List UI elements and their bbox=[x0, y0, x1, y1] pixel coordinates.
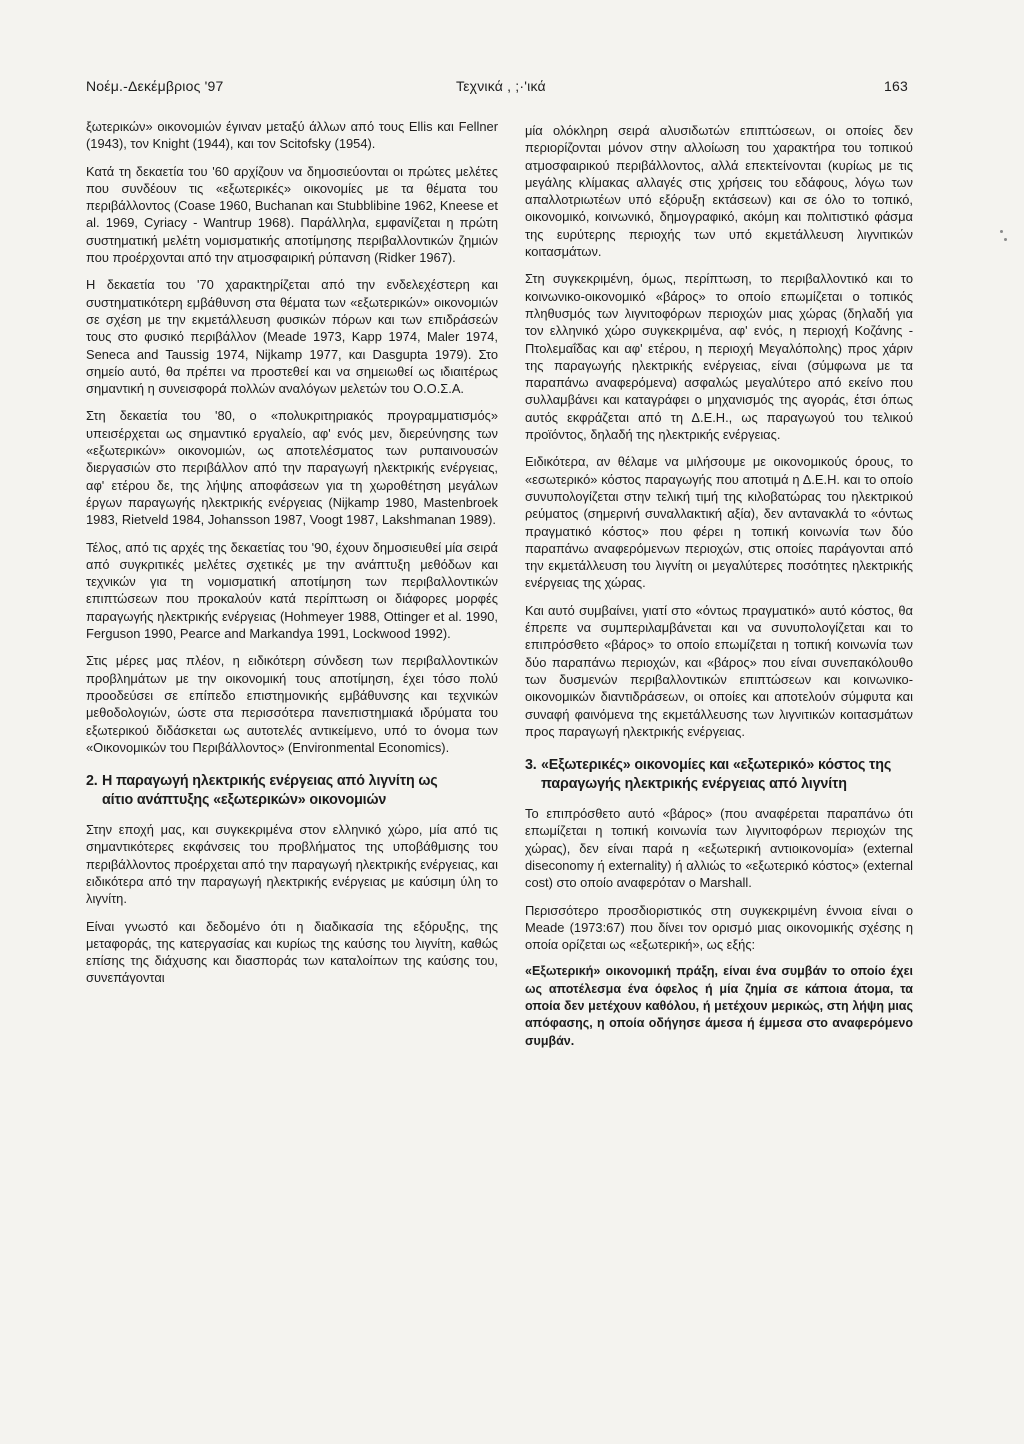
paragraph: μία ολόκληρη σειρά αλυσιδωτών επιπτώσεων, οι οποίες δεν περιορίζονται μόνον στην αλλοίωση του χαρακτήρα του τοπικού ατμοσφαιρικού περιβάλλοντος, αλλά επεκτείνονται (κυρίως με τις μεγάλης κλίμακας αλλαγές στις χρήσεις του εδάφους, λόγω των απαλλοτριωτέων υπό εξόρυξη εκτάσεων) και σε όλο το τοπικό, οικονομικό, κοινωνικό, δημογραφικό, ακόμη και πολιτιστικό φάσμα της ευρύτερης περιοχής των υπό εκμετάλλευση λιγνιτικών κοιτασμάτων. bbox=[525, 123, 913, 260]
section-title-line: αίτιο ανάπτυξης «εξωτερικών» οικονομιών bbox=[102, 791, 387, 808]
left-column bbox=[86, 118, 498, 997]
section-number: 2. bbox=[86, 773, 98, 790]
paragraph: Περισσότερο προσδιοριστικός στη συγκεκριμένη έννοια είναι ο Meade (1973:67) που δίνει τον ορισμό μιας οικονομικής σχέσης η οποία ορίζεται ως «εξωτερική», ως εξής: bbox=[525, 902, 913, 953]
running-header bbox=[86, 78, 908, 98]
section-title-line: «Εξωτερικές» οικονομίες και «εξωτερικό» κόστος της bbox=[541, 757, 892, 774]
section-title-line: Η παραγωγή ηλεκτρικής ενέργειας από λιγνίτη ως bbox=[102, 773, 438, 790]
definition-quote: «Εξωτερική» οικονομική πράξη, είναι ένα συμβάν το οποίο έχει ως αποτέλεσμα ένα όφελος ή μία ζημία σε κάποια άτομα, τα οποία δεν μετέχουν καθόλου, ή μετέχουν μερικώς, στη λήψη μιας απόφασης, η οποία οδήγησε άμεσα ή έμμεσα στο αναφερόμενο συμβάν. bbox=[525, 964, 913, 1048]
paragraph: Στη συγκεκριμένη, όμως, περίπτωση, το περιβαλλοντικό και το κοινωνικο-οικονομικό «βάρος» το οποίο επωμίζεται ο τοπικός πληθυσμός των λιγνιτοφόρων περιοχών μιας χώρας (δηλαδή για τον ελληνικό χώρο συγκεκριμένα, αφ' ενός, η περιοχή Κοζάνης - Πτολεμαΐδας και αφ' ετέρου, η περιοχή Μεγαλόπολης) προς χάριν της παραγωγής ηλεκτρικής ενέργειας, είναι (σύμφωνα με τα παραπάνω αναφερόμενα) ασφαλώς μεγαλύτερο από εκείνο που συλλαμβάνει και καταγράφει ο μηχανισμός της αγοράς, έτσι όπως αυτός εκφράζεται από τη Δ.Ε.Η., ως παραγωγού του τελικού προϊόντος, δηλαδή της ηλεκτρικής ενέργειας. bbox=[525, 271, 913, 443]
section-title-line: παραγωγής ηλεκτρικής ενέργειας από λιγνίτη bbox=[541, 775, 847, 792]
paragraph: Και αυτό συμβαίνει, γιατί στο «όντως πραγματικό» αυτό κόστος, θα έπρεπε να συμπεριλαμβάνεται και να συνυπολογίζεται και το επιπρόσθετο «βάρος» το οποίο επωμίζεται η τοπική κοινωνία των δύο παραπάνω περιοχών, και «βάρος» που είναι συνεπακόλουθο των δυσμενών περιβαλλοντικών επιπτώσεων και κοινωνικο-οικονομικών διαντιδράσεων, οι οποίες και αποτελούν σύμφυτα και συναφή φαινόμενα της εκμετάλλευσης των λιγνιτικών κοιτασμάτων προς παραγωγή ηλεκτρικής ενέργειας. bbox=[525, 602, 913, 739]
paragraph: Τέλος, από τις αρχές της δεκαετίας του '90, έχουν δημοσιευθεί μία σειρά από συγκριτικές μελέτες σχετικές με την ανάπτυξη μεθόδων και τεχνικών για τη νομισματική αποτίμηση των περιβαλλοντικών επιπτώσεων που προκαλούν κατά περίπτωση οι διάφορες μορφές παραγωγής ηλεκτρικής ενέργειας (Hohmeyer 1988, Ottinger et al. 1990, Ferguson 1990, Pearce and Markandya 1991, Lockwood 1992). bbox=[86, 539, 498, 642]
paragraph: Στην εποχή μας, και συγκεκριμένα στον ελληνικό χώρο, μία από τις σημαντικότερες εκφάνσεις του προβλήματος της υποβάθμισης του περιβάλλοντος προέρχεται από την παραγωγή ηλεκτρικής ενέργειας, και ειδικότερα από την παραγωγή ηλεκτρικής ενέργειας με καύσιμη ύλη το λιγνίτη. bbox=[86, 822, 498, 907]
section-number: 3. bbox=[525, 757, 537, 774]
paragraph: Στη δεκαετία του '80, ο «πολυκριτηριακός προγραμματισμός» υπεισέρχεται ως σημαντικό εργαλείο, αφ' ενός μεν, διερεύνησης των «εξωτερικών» οικονομιών, ως αποτελέσματος των ρυπαινουσών διεργασιών στο περιβάλλον από την παραγωγή ηλεκτρικής ενέργειας, αφ' ετέρου δε, της λήψης αποφάσεων για τη χωροθέτηση μεγάλων έργων παραγωγής ηλεκτρικής ενέργειας (Nijkamp 1980, Mastenbroek 1983, Rietveld 1984, Johansson 1987, Voogt 1987, Lakshmanan 1989). bbox=[86, 408, 498, 528]
page-number: 163 bbox=[884, 78, 908, 94]
paragraph: Στις μέρες μας πλέον, η ειδικότερη σύνδεση των περιβαλλοντικών προβλημάτων με την οικονομική τους αποτίμηση, έχει τόσο πολύ προοδεύσει σε επίπεδο επιστημονικής εμβάθυνσης και τεχνικών μεθοδολογιών, ώστε στα περισσότερα πανεπιστημιακά ιδρύματα του εξωτερικού διδάσκεται ως αυτοτελές αντικείμενο, υπό το όνομα των «Οικονομικών του Περιβάλλοντος» (Environmental Economics). bbox=[86, 653, 498, 755]
paragraph: ξωτερικών» οικονομιών έγιναν μεταξύ άλλων από τους Ellis και Fellner (1943), τον Knight (1944), και τον Scitofsky (1954). bbox=[86, 119, 498, 152]
paragraph: Η δεκαετία του '70 χαρακτηρίζεται από την ενδελεχέστερη και συστηματικότερη εμβάθυνση στα θέματα των «εξωτερικών» οικονομιών σε σχέση με την εκμετάλλευση φυσικών πόρων και των επιδράσεών τους στο φυσικό περιβάλλον (Meade 1973, Kapp 1974, Maler 1974, Seneca and Taussig 1974, Nijkamp 1977, και Dasgupta 1979). Στο σημείο αυτό, θα πρέπει να προστεθεί και να σημειωθεί ως ιδιαιτέρως σημαντική η συνεισφορά πολλών αναλόγων μελετών του Ο.Ο.Σ.Α. bbox=[86, 277, 498, 397]
right-column bbox=[525, 122, 913, 1060]
issue-date: Νοέμ.-Δεκέμβριος '97 bbox=[86, 78, 224, 94]
section-heading-2 bbox=[86, 772, 498, 809]
scan-speck bbox=[1004, 238, 1007, 241]
journal-title: Τεχνικά , ;·'ικά bbox=[456, 78, 546, 94]
paragraph: Κατά τη δεκαετία του '60 αρχίζουν να δημοσιεύονται οι πρώτες μελέτες που συνδέουν τις «εξωτερικές» οικονομίες με τα θέματα του περιβάλλοντος (Coase 1960, Buchanan και Stubblibine 1962, Kneese et al. 1969, Cyriacy - Wantrup 1968). Παράλληλα, εμφανίζεται η πρώτη συστηματική μελέτη νομισματικής αποτίμησης περιβαλλοντικών ζημιών που προέρχονται από την ατμοσφαιρική ρύπανση (Ridker 1967). bbox=[86, 163, 498, 266]
paragraph: Είναι γνωστό και δεδομένο ότι η διαδικασία της εξόρυξης, της μεταφοράς, της κατεργασίας και κυρίως της καύσης του λιγνίτη, καθώς επίσης της διάχυσης και διασποράς των καταλοίπων της καύσης του, συνεπάγονται bbox=[86, 918, 498, 986]
paragraph: Το επιπρόσθετο αυτό «βάρος» (που αναφέρεται παραπάνω ότι επωμίζεται η τοπική κοινωνία των λιγνιτοφόρων περιοχών της χώρας), δεν είναι παρά η «εξωτερική αντιοικονομία» (external diseconomy ή externality) ή αλλιώς το «εξωτερικό κόστος» (external cost) στο οποίο αναφερόταν ο Marshall. bbox=[525, 806, 913, 891]
scan-speck bbox=[1000, 230, 1003, 233]
section-heading-3 bbox=[525, 756, 913, 793]
paragraph: Ειδικότερα, αν θέλαμε να μιλήσουμε με οικονομικούς όρους, το «εσωτερικό» κόστος παραγωγής που αποτιμά η Δ.Ε.Η. και το οποίο συνυπολογίζεται στην τελική τιμή της κιλοβατώρας του ηλεκτρικού ρεύματος (σημερινή συναλλακτική αξία), δεν αντανακλά το «όντως πραγματικό κόστος» που φέρει η τοπική κοινωνία των δύο παραπάνω αναφερόμενων περιοχών, στις οποίες παράγονται από την εκμετάλλευση του λιγνίτη οι μεγαλύτερες ποσότητες ηλεκτρικής ενέργειας της χώρας. bbox=[525, 454, 913, 591]
